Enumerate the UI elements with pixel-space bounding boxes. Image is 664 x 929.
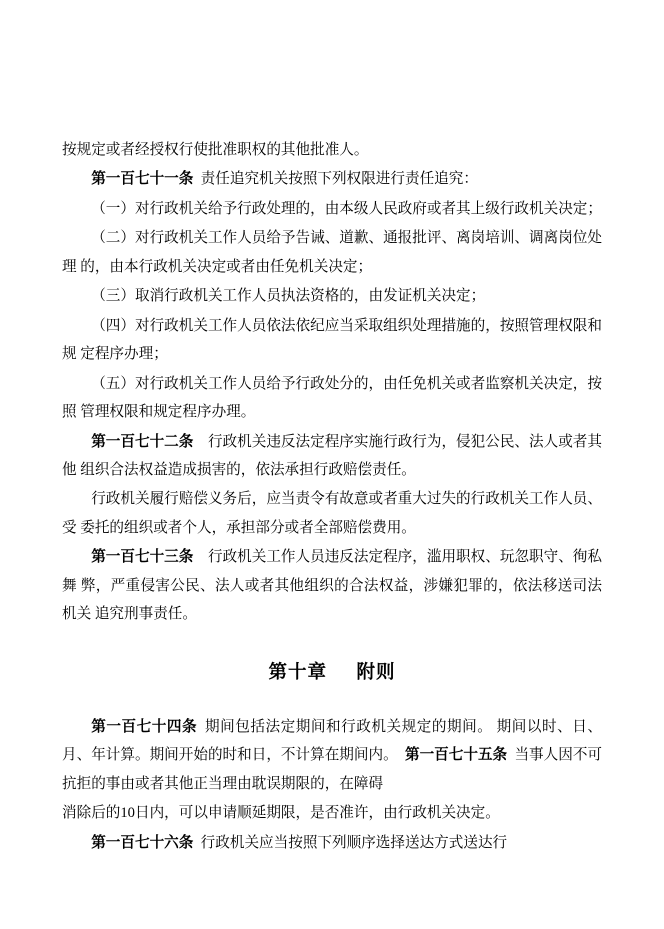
paragraph-172-continued: 行政机关履行赔偿义务后，应当责令有故意或者重大过失的行政机关工作人员、受 委托的组织或者个人，承担部分或者全部赔偿费用。 [62, 491, 602, 536]
article-175-text: 当事人因不可抗拒的事由或者其他正当理由耽误期限的，在障碍 [62, 747, 603, 792]
chapter-name: 附则 [356, 662, 396, 683]
paragraph-article-173 [62, 543, 602, 628]
chapter-number: 第十章 [268, 662, 327, 683]
paragraph-article-176 [62, 829, 602, 857]
article-number-174: 第一百七十四条 [91, 718, 198, 735]
paragraph-171-item-1: （一）对行政机关给予行政处理的，由本级人民政府或者其上级行政机关决定； [91, 200, 602, 217]
article-number-176: 第一百七十六条 [91, 834, 194, 851]
paragraph-article-174 [62, 713, 602, 798]
article-number-175: 第一百七十五条 [404, 747, 508, 764]
article-number-171: 第一百七十一条 [91, 171, 194, 188]
article-174-text: 期间包括法定期间和行政机关规定的期间。 期间以时、日、月、年计算。期间开始的时和日，不计算在期间内。 [62, 718, 602, 764]
paragraph-171-item-4: （四）对行政机关工作人员依法依纪应当采取组织处理措施的，按照管理权限和规 定程序办理； [62, 317, 602, 363]
paragraph-171-item-5: （五）对行政机关工作人员给予行政处分的，由任免机关或者监察机关决定，按照 管理权限和规定程序办理。 [62, 375, 602, 421]
article-number-173: 第一百七十三条 [91, 549, 194, 566]
paragraph-171-item-2: （二）对行政机关工作人员给予告诫、道歉、通报批评、离岗培训、调离岗位处理 的，由本行政机关决定或者由任免机关决定； [62, 230, 602, 275]
article-172-text: 行政机关违反法定程序实施行政行为，侵犯公民、法人或者其他 组织合法权益造成损害的，依法承担行政赔偿责任。 [62, 433, 602, 478]
paragraph-article-172 [62, 428, 602, 485]
article-173-text: 行政机关工作人员违反法定程序，滥用职权、玩忽职守、徇私舞 弊，严重侵害公民、法人或者其他组织的合法权益，涉嫌犯罪的，依法移送司法机关 追究刑事责任。 [62, 549, 602, 623]
paragraph-article-171 [62, 165, 602, 193]
article-176-text: 行政机关应当按照下列顺序选择送达方式送达行 [200, 834, 508, 851]
paragraph-lead: 按规定或者经授权行使批准职权的其他批准人。 [62, 142, 369, 158]
article-number-172: 第一百七十二条 [91, 433, 194, 450]
article-171-text: 责任追究机关按照下列权限进行责任追究： [200, 171, 478, 188]
paragraph-171-item-3: （三）取消行政机关工作人员执法资格的，由发证机关决定； [91, 288, 486, 305]
document-body [62, 136, 602, 857]
paragraph-175-continued: 消除后的10日内，可以申请顺延期限，是否准许，由行政机关决定。 [62, 805, 500, 822]
chapter-heading [62, 655, 602, 691]
